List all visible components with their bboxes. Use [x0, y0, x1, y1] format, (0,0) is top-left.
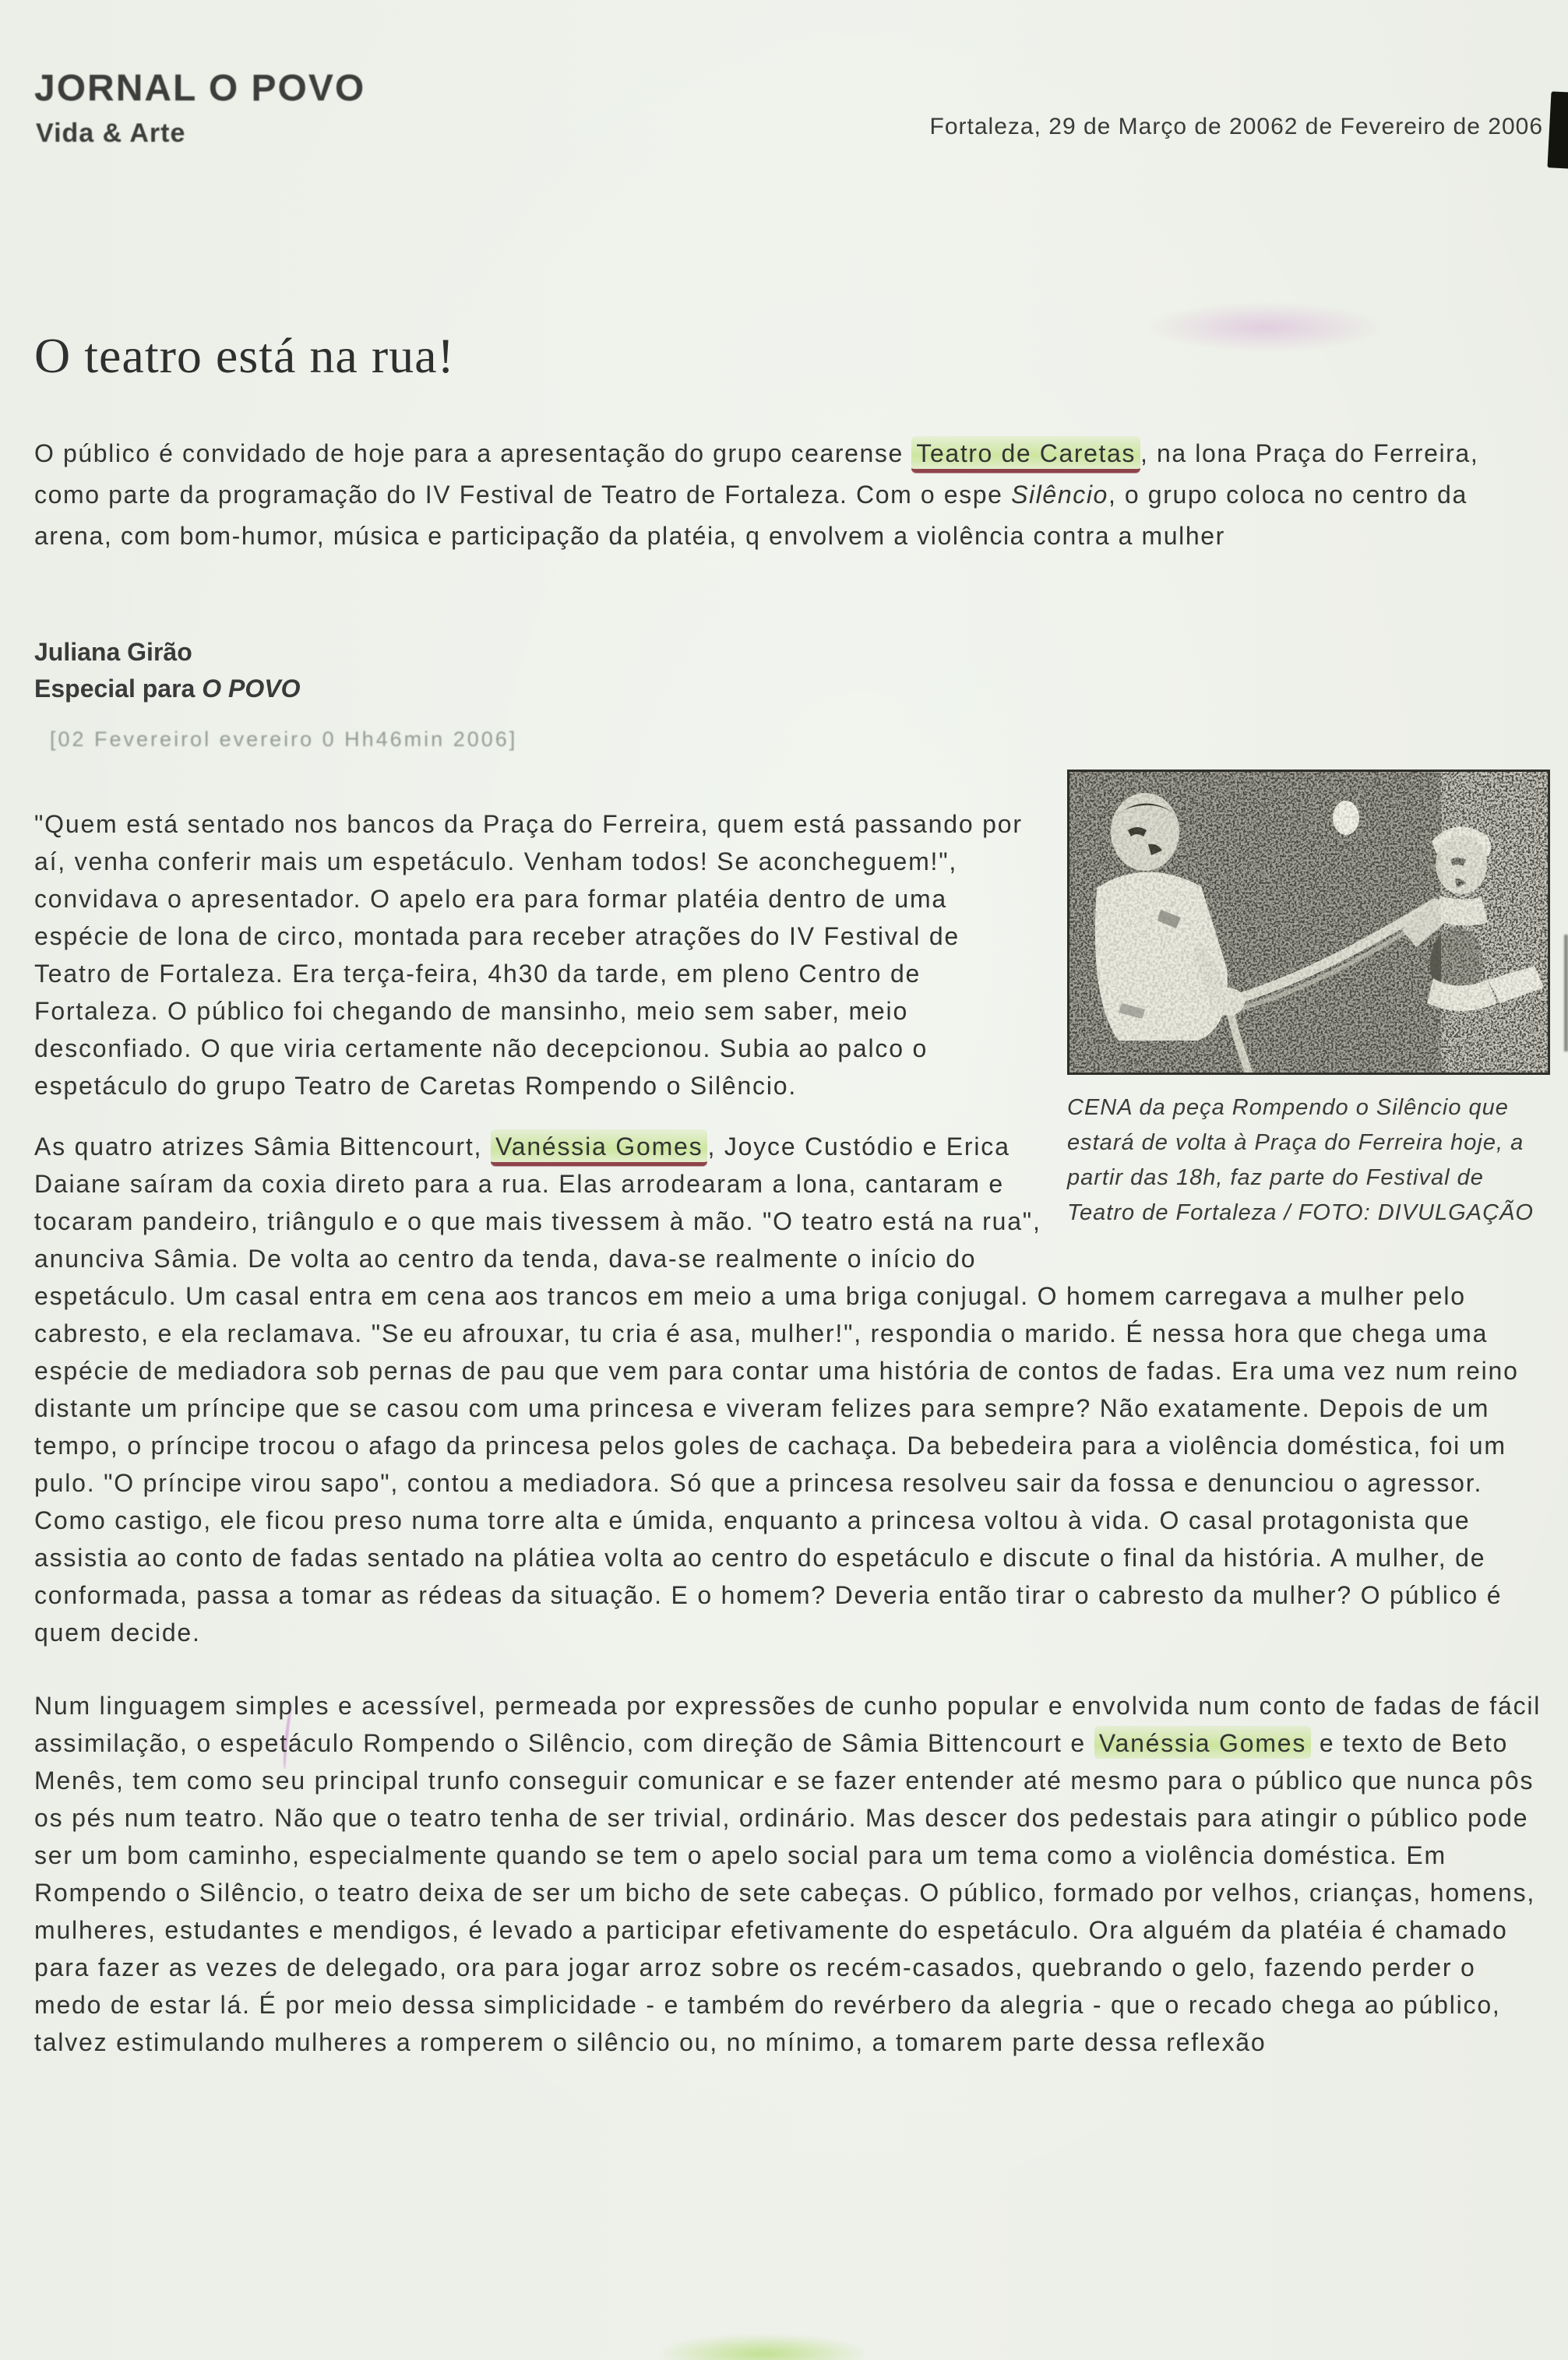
highlighted-text-teatro-de-caretas: Teatro de Caretas [911, 436, 1140, 473]
lead-text: O público é convidado de hoje para a apresentação do grupo cearense [34, 439, 912, 467]
brand-name: O POVO [202, 675, 301, 703]
article-figure [1067, 770, 1552, 1231]
highlighted-text-vanessia-gomes-2: Vanéssia Gomes [1094, 1726, 1312, 1759]
scan-artifact-edge-line [1564, 935, 1568, 1051]
article-body [34, 770, 1552, 2061]
lead-text: , na lona Praça do Ferreira, como parte da programação do IV Festival de Teatro de Fortaleza. Com o espe [34, 439, 1479, 509]
publication-stamp: [02 Fevereirol evereiro 0 Hh46min 2006] [50, 727, 518, 751]
article-headline: O teatro está na rua! [34, 328, 455, 383]
scan-artifact-green-smudge [662, 2335, 865, 2360]
photo-caption: CENA da peça Rompendo o Silêncio que estará de volta à Praça do Ferreira hoje, a partir das 18h, faz parte do Festival de Teatro de Fortaleza / FOTO: DIVULGAÇÃO [1067, 1095, 1534, 1225]
body-paragraph-1: "Quem está sentado nos bancos da Praça do Ferreira, quem está passando por aí, venha conferir mais um espetáculo. Venham todos! Se aconcheguem!", convidava o apresentador. O apelo era para formar platéia dentro de uma espécie de lona de circo, montada para receber atrações do IV Festival de Teatro de Fortaleza. Era terça-feira, 4h30 da tarde, em pleno Centro de Fortaleza. O público foi chegando de mansinho, meio sem saber, meio desconfiado. O que viria certamente não decepcionou. Subia ao palco o espetáculo do grupo Teatro de Caretas Rompendo o Silêncio. [34, 810, 1023, 1100]
body-paragraph-3: Num linguagem simples e acessível, permeada por expressões de cunho popular e envolvida num conto de fadas de fácil assimilação, o espetáculo Rompendo o Silêncio, com direção de Sâmia Bittencourt e Vanéssia Gomes e texto de Beto Menês, tem como seu principal trunfo conseguir comunicar e se fazer entender até mesmo para o público que nunca pôs os pés num teatro. Não que o teatro tenha de ser trivial, ordinário. Mas descer dos pedestais para atingir o público pode ser um bom caminho, especialmente quando se tem o apelo social para um tema como a violência doméstica. Em Rompendo o Silêncio, o teatro deixa de ser um bicho de sete cabeças. O público, formado por velhos, crianças, homens, mulheres, estudantes e mendigos, é levado a participar efetivamente do espetáculo. Ora alguém da platéia é chamado para fazer as vezes de delegado, ora para jogar arroz sobre os recém-casados, quebrando o gelo, fazendo perder o medo de estar lá. É por meio dessa simplicidade - e também do revérbero da alegria - que o recado chega ao público, talvez estimulando mulheres a romperem o silêncio ou, no mínimo, a tomarem parte dessa reflexão [34, 1692, 1542, 2056]
byline-credit: Especial para O POVO [34, 675, 301, 703]
newspaper-section: Vida & Arte [36, 118, 186, 148]
scan-corner-artifact [1547, 91, 1568, 168]
byline [34, 634, 300, 707]
play-title: Silêncio [1011, 481, 1108, 509]
body-paragraph-2: As quatro atrizes Sâmia Bittencourt, Vanéssia Gomes , Joyce Custódio e Erica Daiane saíram da coxia direto para a rua. Elas arrodearam a lona, cantaram e tocaram pandeiro, triângulo e o que mais tivessem à mão. "O teatro está na rua", anunciva Sâmia. De volta ao centro da tenda, dava-se realmente o início do espetáculo. Um casal entra em cena aos trancos em meio a uma briga conjugal. O homem carregava a mulher pelo cabresto, e ela reclamava. "Se eu afrouxar, tu cria é asa, mulher!", respondia o marido. É nessa hora que chega uma espécie de mediadora sob pernas de pau que vem para contar uma história de contos de fadas. Era uma vez num reino distante um príncipe que se casou com uma princesa e viveram felizes para sempre? Não exatamente. Depois de um tempo, o príncipe trocou o afago da princesa pelos goles de cachaça. Da bebedeira para a violência doméstica, foi um pulo. "O príncipe virou sapo", contou a mediadora. Só que a princesa resolveu sair da fossa e denunciou o agressor. Como castigo, ele ficou preso numa torre alta e úmida, enquanto a princesa voltou à vida. O casal protagonista que assistia ao conto de fadas sentado na plátiea volta ao centro do espetáculo e discute o final da história. A mulher, de conformada, passa a tomar as rédeas da situação. E o homem? Deveria então tirar o cabresto da mulher? O público é quem decide. [34, 1128, 1552, 1651]
scan-artifact-smudge [1145, 302, 1387, 352]
lead-text: , o grupo coloca no centro da arena, com bom-humor, música e participação da platéia, q envolvem a violência contra a mulher [34, 481, 1468, 550]
article-lead [34, 433, 1552, 557]
dateline: Fortaleza, 29 de Março de 20062 de Fevereiro de 2006 [929, 114, 1543, 139]
byline-author: Juliana Girão [34, 638, 192, 666]
stage-scene-photo [1067, 770, 1550, 1075]
newspaper-masthead: JORNAL O POVO [34, 68, 366, 109]
highlighted-text-vanessia-gomes: Vanéssia Gomes [491, 1129, 708, 1166]
